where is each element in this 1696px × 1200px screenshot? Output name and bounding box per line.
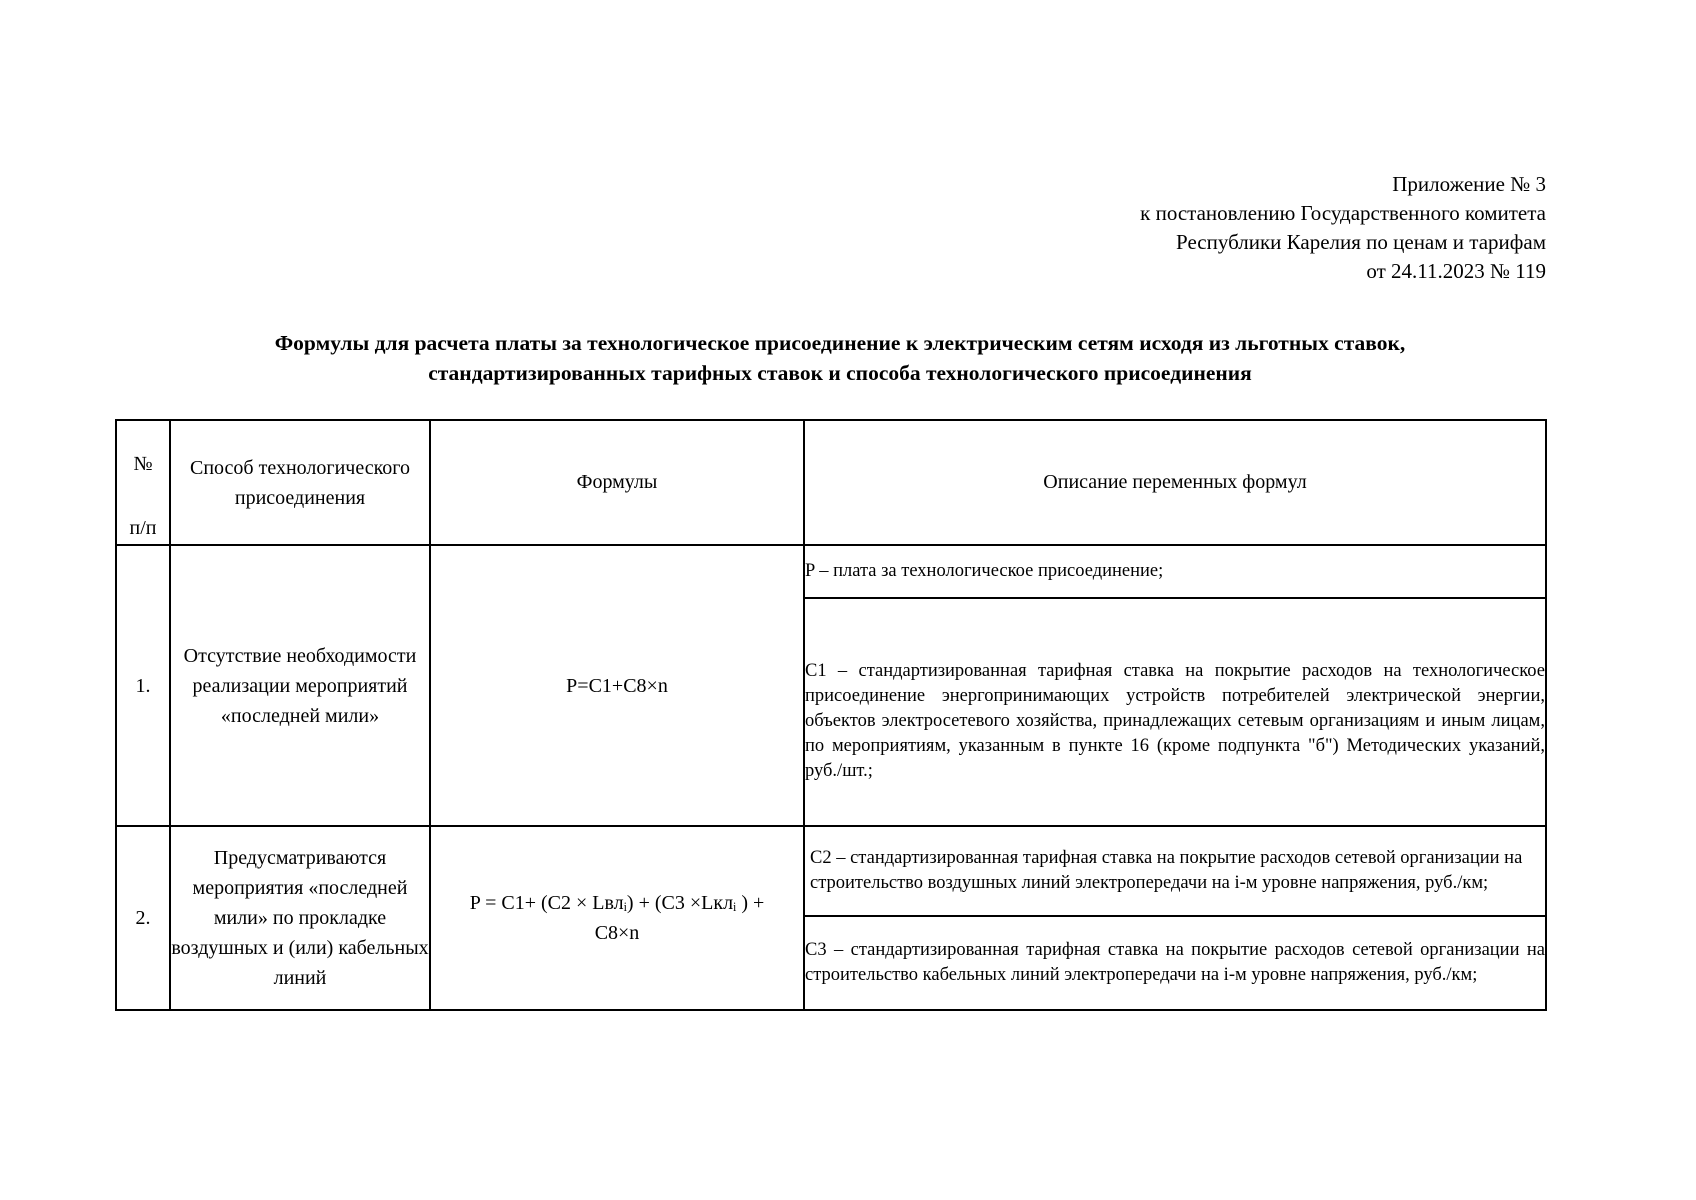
appendix-committee-line: Республики Карелия по ценам и тарифам — [1176, 230, 1546, 254]
header-formula-cell: Формулы — [430, 420, 804, 545]
row-formula — [430, 826, 804, 1010]
row-formula-line-2: C8×n — [594, 922, 640, 944]
row-number: 1. — [116, 545, 170, 826]
header-number-symbol: № — [133, 453, 153, 475]
table-row — [116, 545, 1546, 598]
row-number: 2. — [116, 826, 170, 1010]
header-number-abbr: п/п — [129, 517, 157, 539]
row-formula-line-1: P = C1+ (C2 × Lвлᵢ) + (C3 ×Lклᵢ ) + — [469, 892, 765, 914]
row-formula: P=C1+C8×n — [430, 545, 804, 826]
document-title-line-2: стандартизированных тарифных ставок и способа технологического присоединения — [428, 361, 1252, 385]
appendix-resolution-line: к постановлению Государственного комитета — [1140, 201, 1546, 225]
header-description-cell: Описание переменных формул — [804, 420, 1546, 545]
document-title — [140, 328, 1540, 388]
table-header-row — [116, 420, 1546, 545]
variable-description: C3 – стандартизированная тарифная ставка на покрытие расходов сетевой организации на строительство кабельных линий электропередачи на i-м уровне напряжения, руб./км; — [804, 916, 1546, 1010]
variable-description: P – плата за технологическое присоединение; — [804, 545, 1546, 598]
header-method-cell: Способ технологического присоединения — [170, 420, 430, 545]
appendix-number: Приложение № 3 — [1392, 172, 1546, 196]
appendix-date-line: от 24.11.2023 № 119 — [1366, 259, 1546, 283]
appendix-header — [1140, 170, 1546, 286]
row-method: Предусматриваются мероприятия «последней мили» по прокладке воздушных и (или) кабельных линий — [170, 826, 430, 1010]
document-title-line-1: Формулы для расчета платы за технологическое присоединение к электрическим сетям исходя из льготных ставок, — [274, 331, 1406, 355]
table-row — [116, 826, 1546, 916]
variable-description: C1 – стандартизированная тарифная ставка на покрытие расходов на технологическое присоединение энергопринимающих устройств потребителей электрической энергии, объектов электросетевого хозяйства, принадлежащих сетевым организациям и иным лицам, по мероприятиям, указанным в пункте 16 (кроме подпункта "б") Методических указаний, руб./шт.; — [804, 598, 1546, 826]
header-number-cell — [116, 420, 170, 545]
variable-description: C2 – стандартизированная тарифная ставка на покрытие расходов сетевой организации на строительство воздушных линий электропередачи на i-м уровне напряжения, руб./км; — [804, 826, 1546, 916]
row-method: Отсутствие необходимости реализации мероприятий «последней мили» — [170, 545, 430, 826]
formulas-table — [115, 419, 1547, 1011]
